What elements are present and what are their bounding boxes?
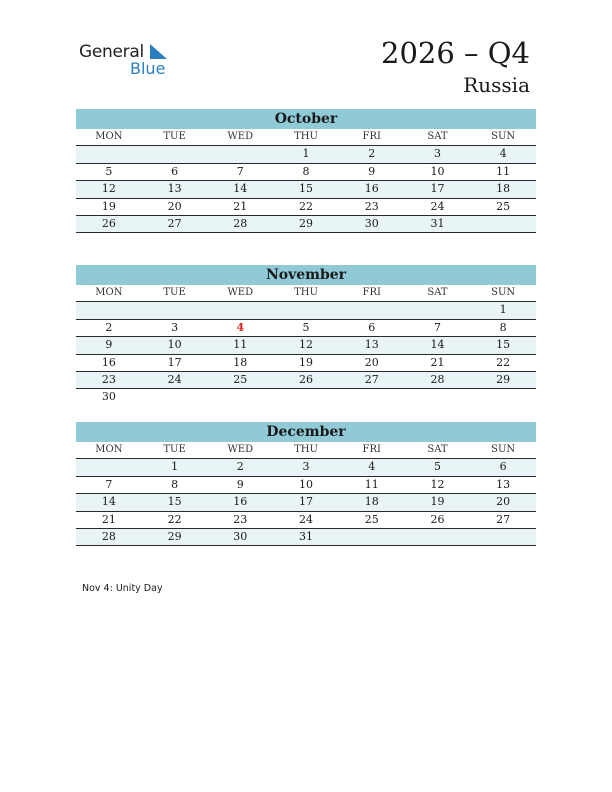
- day-cell: 22: [299, 199, 314, 213]
- weekday-label: WED: [227, 444, 254, 455]
- day-cell: 16: [364, 182, 379, 196]
- day-cell: 3: [433, 147, 441, 161]
- day-cell: 13: [364, 338, 379, 352]
- weekday-header-row: [76, 285, 536, 302]
- weekday-label: MON: [95, 444, 123, 455]
- empty-day-cell: [76, 302, 142, 318]
- day-cell: 19: [101, 199, 116, 213]
- day-cell: 20: [364, 355, 379, 369]
- day-cell: 23: [101, 372, 116, 386]
- day-cell: 30: [364, 216, 379, 230]
- weekday-label: TUE: [163, 131, 186, 142]
- day-cell: 25: [364, 512, 379, 526]
- month-november: [76, 265, 536, 407]
- week-row: [76, 181, 536, 198]
- day-cell: 24: [167, 372, 182, 386]
- day-cell: 26: [101, 216, 116, 230]
- day-cell: 17: [167, 355, 182, 369]
- weekday-header-row: [76, 129, 536, 146]
- empty-day-cell: [207, 302, 273, 318]
- day-cell: 13: [167, 182, 182, 196]
- logo-triangle-icon: [150, 44, 168, 60]
- day-cell: 26: [299, 372, 314, 386]
- empty-day-cell: [339, 529, 405, 545]
- empty-day-cell: [405, 529, 471, 545]
- month-october: [76, 109, 536, 233]
- day-cell: 13: [496, 477, 511, 491]
- day-cell: 11: [496, 164, 511, 178]
- day-cell: 28: [430, 372, 445, 386]
- weekday-label: THU: [294, 444, 318, 455]
- day-cell: 2: [236, 460, 244, 474]
- week-row: [76, 372, 536, 389]
- day-cell: 2: [368, 147, 376, 161]
- weekday-label: WED: [227, 131, 254, 142]
- week-row: [76, 164, 536, 181]
- empty-day-cell: [273, 389, 339, 406]
- day-cell: 4: [368, 460, 376, 474]
- empty-day-cell: [405, 389, 471, 406]
- week-row: [76, 494, 536, 511]
- day-cell: 5: [433, 460, 441, 474]
- day-cell: 12: [430, 477, 445, 491]
- day-cell: 10: [299, 477, 314, 491]
- month-december: [76, 422, 536, 546]
- weekday-label: FRI: [362, 131, 381, 142]
- month-name: November: [76, 265, 536, 285]
- day-cell: 17: [430, 182, 445, 196]
- week-row: [76, 389, 536, 406]
- empty-day-cell: [207, 389, 273, 406]
- day-cell: 19: [299, 355, 314, 369]
- weekday-label: FRI: [362, 444, 381, 455]
- weekday-label: SUN: [491, 131, 516, 142]
- month-name: October: [76, 109, 536, 129]
- day-cell: 31: [430, 216, 445, 230]
- weekday-label: TUE: [163, 444, 186, 455]
- day-cell: 24: [299, 512, 314, 526]
- week-row: [76, 477, 536, 494]
- day-cell: 2: [105, 320, 113, 334]
- day-cell: 17: [299, 495, 314, 509]
- week-row: [76, 146, 536, 163]
- day-cell: 10: [167, 338, 182, 352]
- day-cell: 25: [233, 372, 248, 386]
- day-cell: 26: [430, 512, 445, 526]
- empty-day-cell: [207, 146, 273, 162]
- weekday-label: SUN: [491, 287, 516, 298]
- empty-day-cell: [470, 389, 536, 406]
- day-cell: 19: [430, 495, 445, 509]
- day-cell: 6: [368, 320, 376, 334]
- day-cell: 22: [496, 355, 511, 369]
- brand-word-blue: Blue: [130, 59, 166, 78]
- day-cell: 6: [499, 460, 507, 474]
- day-cell: 5: [302, 320, 310, 334]
- empty-day-cell: [339, 302, 405, 318]
- day-cell: 10: [430, 164, 445, 178]
- day-cell: 8: [499, 320, 507, 334]
- day-cell: 7: [236, 164, 244, 178]
- weekday-header-row: [76, 442, 536, 459]
- day-cell: 3: [302, 460, 310, 474]
- day-cell: 15: [496, 338, 511, 352]
- day-cell: 21: [233, 199, 248, 213]
- day-cell: 8: [302, 164, 310, 178]
- weekday-label: SUN: [491, 444, 516, 455]
- weekday-label: SAT: [427, 444, 448, 455]
- weekday-label: SAT: [427, 131, 448, 142]
- empty-day-cell: [470, 216, 536, 232]
- day-cell: 29: [167, 529, 182, 543]
- day-cell: 11: [233, 338, 248, 352]
- week-row: [76, 216, 536, 233]
- weekday-label: THU: [294, 287, 318, 298]
- weekday-label: TUE: [163, 287, 186, 298]
- day-cell: 20: [167, 199, 182, 213]
- day-cell: 21: [430, 355, 445, 369]
- day-cell: 9: [368, 164, 376, 178]
- day-cell: 14: [233, 182, 248, 196]
- week-row: [76, 199, 536, 216]
- day-cell: 28: [101, 529, 116, 543]
- day-cell: 7: [105, 477, 113, 491]
- day-cell: 16: [233, 495, 248, 509]
- day-cell: 6: [171, 164, 179, 178]
- day-cell: 12: [299, 338, 314, 352]
- day-cell: 1: [302, 147, 310, 161]
- day-cell: 8: [171, 477, 179, 491]
- week-row: [76, 512, 536, 529]
- page-title: 2026 – Q4: [381, 36, 530, 70]
- day-cell: 9: [236, 477, 244, 491]
- week-row: [76, 355, 536, 372]
- weekday-label: MON: [95, 131, 123, 142]
- day-cell: 28: [233, 216, 248, 230]
- day-cell: 18: [233, 355, 248, 369]
- day-cell: 27: [496, 512, 511, 526]
- empty-day-cell: [273, 302, 339, 318]
- day-cell: 30: [101, 390, 116, 404]
- day-cell: 14: [101, 495, 116, 509]
- day-cell: 3: [171, 320, 179, 334]
- day-cell: 22: [167, 512, 182, 526]
- day-cell: 11: [364, 477, 379, 491]
- day-cell: 5: [105, 164, 113, 178]
- weekday-label: MON: [95, 287, 123, 298]
- day-cell: 31: [299, 529, 314, 543]
- day-cell: 23: [233, 512, 248, 526]
- week-row: [76, 529, 536, 546]
- week-row: [76, 459, 536, 476]
- day-cell: 27: [167, 216, 182, 230]
- weekday-label: THU: [294, 131, 318, 142]
- brand-word-general: General: [79, 42, 144, 62]
- empty-day-cell: [76, 146, 142, 162]
- day-cell: 21: [101, 512, 116, 526]
- day-cell: 25: [496, 199, 511, 213]
- day-cell: 29: [496, 372, 511, 386]
- empty-day-cell: [470, 529, 536, 545]
- day-cell: 12: [101, 182, 116, 196]
- day-cell: 7: [433, 320, 441, 334]
- empty-day-cell: [142, 302, 208, 318]
- week-row: [76, 320, 536, 337]
- empty-day-cell: [76, 459, 142, 475]
- day-cell: 14: [430, 338, 445, 352]
- day-cell: 16: [101, 355, 116, 369]
- month-name: December: [76, 422, 536, 442]
- empty-day-cell: [405, 302, 471, 318]
- weekday-label: FRI: [362, 287, 381, 298]
- empty-day-cell: [142, 389, 208, 406]
- day-cell: 9: [105, 338, 113, 352]
- day-cell: 27: [364, 372, 379, 386]
- day-cell: 20: [496, 495, 511, 509]
- day-cell: 4: [236, 320, 245, 334]
- day-cell: 23: [364, 199, 379, 213]
- day-cell: 18: [364, 495, 379, 509]
- day-cell: 29: [299, 216, 314, 230]
- day-cell: 4: [499, 147, 507, 161]
- brand-logo: [79, 40, 189, 80]
- country-name: Russia: [463, 73, 530, 97]
- weekday-label: WED: [227, 287, 254, 298]
- week-row: [76, 302, 536, 319]
- empty-day-cell: [339, 389, 405, 406]
- day-cell: 18: [496, 182, 511, 196]
- day-cell: 30: [233, 529, 248, 543]
- holiday-note: Nov 4: Unity Day: [82, 583, 163, 594]
- day-cell: 1: [171, 460, 179, 474]
- week-row: [76, 337, 536, 354]
- day-cell: 15: [299, 182, 314, 196]
- weekday-label: SAT: [427, 287, 448, 298]
- day-cell: 24: [430, 199, 445, 213]
- day-cell: 15: [167, 495, 182, 509]
- empty-day-cell: [142, 146, 208, 162]
- day-cell: 1: [499, 303, 507, 317]
